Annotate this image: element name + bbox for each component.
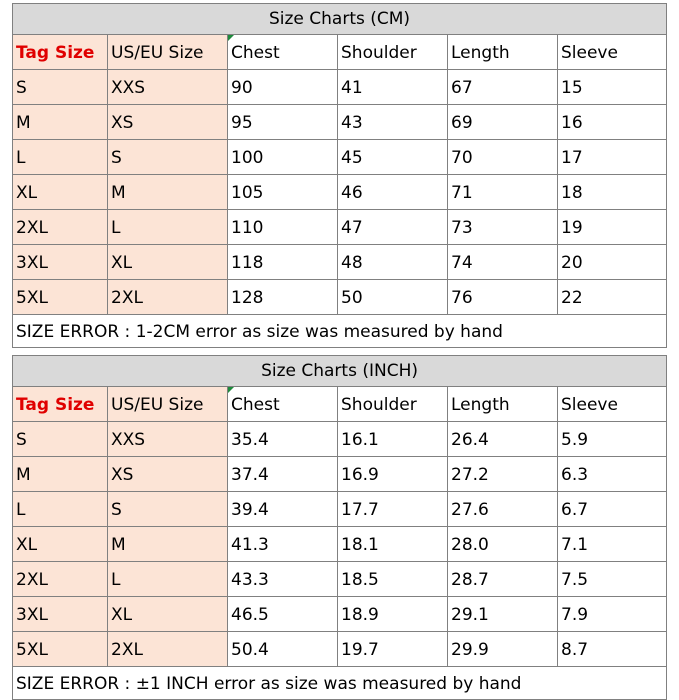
cell-tag-size: XL [13, 175, 108, 210]
cell-sleeve: 5.9 [558, 422, 667, 457]
cell-tag-size: L [13, 492, 108, 527]
header-sleeve: Sleeve [558, 35, 667, 70]
cell-us-eu-size: M [108, 175, 228, 210]
cell-shoulder: 48 [338, 245, 448, 280]
size-chart-cm [12, 3, 666, 348]
cell-shoulder: 19.7 [338, 632, 448, 667]
cell-us-eu-size: L [108, 210, 228, 245]
size-table-inch [12, 355, 667, 700]
cell-shoulder: 16.1 [338, 422, 448, 457]
cell-chest: 118 [228, 245, 338, 280]
header-us-eu-size: US/EU Size [108, 387, 228, 422]
cell-length: 74 [448, 245, 558, 280]
cell-tag-size: M [13, 457, 108, 492]
size-chart-inch [12, 355, 666, 700]
header-tag-size: Tag Size [13, 35, 108, 70]
cell-length: 26.4 [448, 422, 558, 457]
cell-sleeve: 6.7 [558, 492, 667, 527]
cell-shoulder: 50 [338, 280, 448, 315]
cell-us-eu-size: 2XL [108, 280, 228, 315]
table-row [13, 210, 667, 245]
cell-us-eu-size: M [108, 527, 228, 562]
cell-length: 29.1 [448, 597, 558, 632]
header-chest: Chest [228, 387, 338, 422]
cell-length: 29.9 [448, 632, 558, 667]
cell-length: 76 [448, 280, 558, 315]
cell-length: 67 [448, 70, 558, 105]
cell-shoulder: 16.9 [338, 457, 448, 492]
cell-chest: 43.3 [228, 562, 338, 597]
header-row [13, 387, 667, 422]
cell-length: 28.0 [448, 527, 558, 562]
table-row [13, 175, 667, 210]
cell-us-eu-size: S [108, 492, 228, 527]
cell-sleeve: 7.5 [558, 562, 667, 597]
size-table-cm [12, 3, 667, 348]
cell-tag-size: 2XL [13, 562, 108, 597]
table-row [13, 422, 667, 457]
cell-sleeve: 8.7 [558, 632, 667, 667]
table-row [13, 527, 667, 562]
cell-sleeve: 16 [558, 105, 667, 140]
header-chest: Chest [228, 35, 338, 70]
cell-us-eu-size: XS [108, 457, 228, 492]
cell-us-eu-size: L [108, 562, 228, 597]
cell-us-eu-size: XXS [108, 70, 228, 105]
cell-shoulder: 45 [338, 140, 448, 175]
cell-shoulder: 43 [338, 105, 448, 140]
size-error-note: SIZE ERROR : 1-2CM error as size was measured by hand [13, 315, 667, 348]
cell-chest: 90 [228, 70, 338, 105]
cell-sleeve: 7.1 [558, 527, 667, 562]
cell-tag-size: 3XL [13, 245, 108, 280]
cell-sleeve: 20 [558, 245, 667, 280]
header-row [13, 35, 667, 70]
cell-chest: 110 [228, 210, 338, 245]
size-error-note: SIZE ERROR : ±1 INCH error as size was measured by hand [13, 667, 667, 700]
cell-sleeve: 15 [558, 70, 667, 105]
cell-shoulder: 18.5 [338, 562, 448, 597]
cell-length: 27.2 [448, 457, 558, 492]
cell-chest: 128 [228, 280, 338, 315]
cell-shoulder: 18.9 [338, 597, 448, 632]
table-row [13, 457, 667, 492]
header-sleeve: Sleeve [558, 387, 667, 422]
cell-tag-size: S [13, 422, 108, 457]
cell-length: 69 [448, 105, 558, 140]
header-tag-size: Tag Size [13, 387, 108, 422]
cell-tag-size: L [13, 140, 108, 175]
cell-length: 73 [448, 210, 558, 245]
cell-shoulder: 17.7 [338, 492, 448, 527]
cell-chest: 46.5 [228, 597, 338, 632]
header-shoulder: Shoulder [338, 387, 448, 422]
table-row [13, 105, 667, 140]
cell-tag-size: 3XL [13, 597, 108, 632]
table-row [13, 597, 667, 632]
cell-us-eu-size: XL [108, 245, 228, 280]
cell-sleeve: 17 [558, 140, 667, 175]
table-row [13, 245, 667, 280]
cell-us-eu-size: XL [108, 597, 228, 632]
cell-sleeve: 6.3 [558, 457, 667, 492]
cell-chest: 37.4 [228, 457, 338, 492]
cell-length: 27.6 [448, 492, 558, 527]
cell-us-eu-size: XXS [108, 422, 228, 457]
table-row [13, 280, 667, 315]
table-row [13, 632, 667, 667]
cell-shoulder: 41 [338, 70, 448, 105]
cell-tag-size: S [13, 70, 108, 105]
cell-length: 71 [448, 175, 558, 210]
header-length: Length [448, 387, 558, 422]
chart-title: Size Charts (INCH) [13, 356, 667, 387]
cell-shoulder: 46 [338, 175, 448, 210]
cell-chest: 95 [228, 105, 338, 140]
cell-shoulder: 18.1 [338, 527, 448, 562]
cell-us-eu-size: 2XL [108, 632, 228, 667]
cell-sleeve: 7.9 [558, 597, 667, 632]
cell-chest: 39.4 [228, 492, 338, 527]
cell-us-eu-size: XS [108, 105, 228, 140]
cell-shoulder: 47 [338, 210, 448, 245]
cell-length: 70 [448, 140, 558, 175]
header-shoulder: Shoulder [338, 35, 448, 70]
cell-chest: 41.3 [228, 527, 338, 562]
table-row [13, 492, 667, 527]
header-length: Length [448, 35, 558, 70]
cell-sleeve: 19 [558, 210, 667, 245]
header-us-eu-size: US/EU Size [108, 35, 228, 70]
cell-chest: 100 [228, 140, 338, 175]
cell-chest: 105 [228, 175, 338, 210]
table-row [13, 562, 667, 597]
cell-tag-size: 5XL [13, 632, 108, 667]
chart-title: Size Charts (CM) [13, 4, 667, 35]
cell-length: 28.7 [448, 562, 558, 597]
cell-tag-size: M [13, 105, 108, 140]
cell-sleeve: 22 [558, 280, 667, 315]
cell-us-eu-size: S [108, 140, 228, 175]
cell-sleeve: 18 [558, 175, 667, 210]
cell-tag-size: XL [13, 527, 108, 562]
cell-tag-size: 2XL [13, 210, 108, 245]
cell-tag-size: 5XL [13, 280, 108, 315]
table-row [13, 140, 667, 175]
table-row [13, 70, 667, 105]
cell-chest: 50.4 [228, 632, 338, 667]
cell-chest: 35.4 [228, 422, 338, 457]
